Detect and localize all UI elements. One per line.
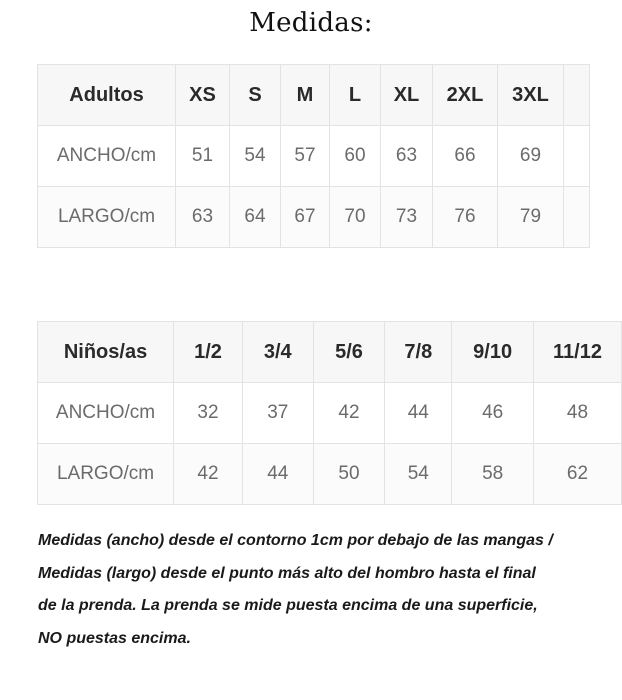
table-row [38,383,622,444]
kids-size-table [37,321,622,505]
table-cell: 67 [281,187,330,248]
table-cell: 63 [381,126,433,187]
table-cell: 48 [534,383,622,444]
table-cell: 42 [313,383,385,444]
table-cell: 44 [242,444,313,505]
table-cell: 60 [330,126,381,187]
table-cell [564,187,590,248]
header-cell-s: S [230,65,281,126]
table-row [38,444,622,505]
table-cell: 57 [281,126,330,187]
table-cell: 44 [385,383,452,444]
header-cell-7-8: 7/8 [385,322,452,383]
table-header-row [38,322,622,383]
table-cell: 32 [174,383,243,444]
row-label: LARGO/cm [38,187,176,248]
table-cell: 63 [176,187,230,248]
header-cell-3-4: 3/4 [242,322,313,383]
note-line: Medidas (largo) desde el punto más alto del hombro hasta el final [38,564,536,582]
header-cell-adultos: Adultos [38,65,176,126]
header-cell-xl: XL [381,65,433,126]
table-cell: 37 [242,383,313,444]
header-cell-11-12: 11/12 [534,322,622,383]
table-cell: 76 [433,187,498,248]
table-cell: 50 [313,444,385,505]
header-cell-l: L [330,65,381,126]
note-line: NO puestas encima. [38,629,191,647]
row-label: LARGO/cm [38,444,174,505]
table-cell: 58 [452,444,534,505]
adult-size-table [37,64,590,248]
header-cell-5-6: 5/6 [313,322,385,383]
note-line: de la prenda. La prenda se mide puesta encima de una superficie, [38,597,538,614]
table-cell: 69 [498,126,564,187]
table-cell: 66 [433,126,498,187]
page-title: Medidas: [249,8,373,38]
table-row [38,126,590,187]
table-header-row [38,65,590,126]
measurement-note [38,525,608,655]
table-cell: 42 [174,444,243,505]
header-cell-2xl: 2XL [433,65,498,126]
table-cell: 62 [534,444,622,505]
header-cell-9-10: 9/10 [452,322,534,383]
header-cell-1-2: 1/2 [174,322,243,383]
table-cell: 51 [176,126,230,187]
header-cell-xs: XS [176,65,230,126]
header-cell-3xl: 3XL [498,65,564,126]
row-label: ANCHO/cm [38,126,176,187]
table-cell: 73 [381,187,433,248]
note-line: Medidas (ancho) desde el contorno 1cm por debajo de las mangas / [38,532,553,549]
row-label: ANCHO/cm [38,383,174,444]
table-cell: 46 [452,383,534,444]
header-cell-m: M [281,65,330,126]
table-cell: 64 [230,187,281,248]
table-row [38,187,590,248]
table-cell: 54 [230,126,281,187]
header-cell-empty [564,65,590,126]
table-cell: 79 [498,187,564,248]
table-cell [564,126,590,187]
header-cell-ninos: Niños/as [38,322,174,383]
table-cell: 70 [330,187,381,248]
table-cell: 54 [385,444,452,505]
